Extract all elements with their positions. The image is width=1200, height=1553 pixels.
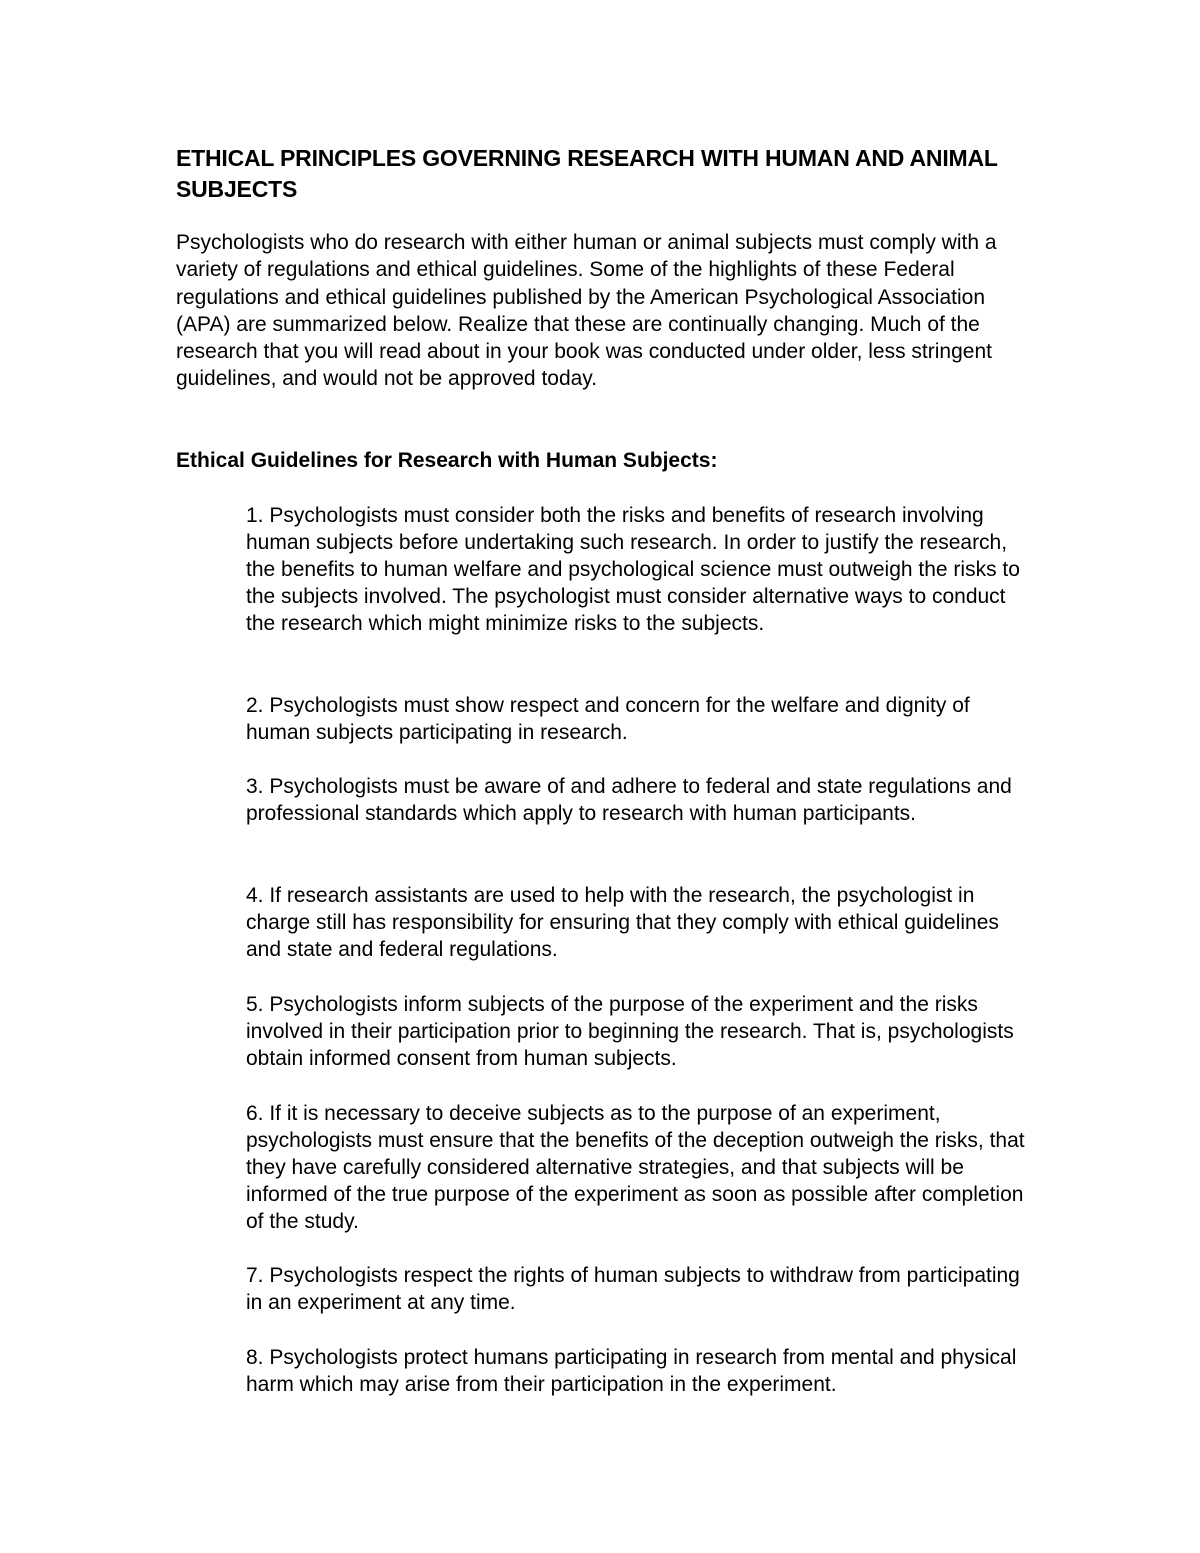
- guideline-item-7: 7. Psychologists respect the rights of human subjects to withdraw from participating in an experiment at any time.: [246, 1264, 1020, 1314]
- guideline-item-1: 1. Psychologists must consider both the risks and benefits of research involving human subjects before undertaking such research. In order to justify the research, the benefits to human welfare and psychological science must outweigh the risks to the subjects involved. The psychologist must consider alternative ways to conduct the research which might minimize risks to the subjects.: [246, 504, 1020, 635]
- guideline-item-3: 3. Psychologists must be aware of and adhere to federal and state regulations and professional standards which apply to research with human participants.: [246, 775, 1012, 825]
- guideline-item-6: 6. If it is necessary to deceive subjects as to the purpose of an experiment, psychologists must ensure that the benefits of the deception outweigh the risks, that they have carefully considered alternative strategies, and that subjects will be informed of the true purpose of the experiment as soon as possible after completion of the study.: [246, 1102, 1025, 1233]
- intro-paragraph: Psychologists who do research with either human or animal subjects must comply with a variety of regulations and ethical guidelines. Some of the highlights of these Federal regulations and ethical guidelines published by the American Psychological Association (APA) are summarized below. Realize that these are continually changing. Much of the research that you will read about in your book was conducted under older, less stringent guidelines, and would not be approved today.: [176, 231, 997, 391]
- section-heading: Ethical Guidelines for Research with Human Subjects:: [176, 449, 718, 472]
- guideline-item-4: 4. If research assistants are used to help with the research, the psychologist in charge still has responsibility for ensuring that they comply with ethical guidelines and state and federal regulations.: [246, 884, 999, 961]
- guideline-item-5: 5. Psychologists inform subjects of the purpose of the experiment and the risks involved in their participation prior to beginning the research. That is, psychologists obtain informed consent from human subjects.: [246, 993, 1014, 1070]
- document-title: ETHICAL PRINCIPLES GOVERNING RESEARCH WITH HUMAN AND ANIMAL SUBJECTS: [176, 145, 998, 202]
- guideline-item-8: 8. Psychologists protect humans participating in research from mental and physical harm which may arise from their participation in the experiment.: [246, 1346, 1017, 1396]
- guideline-item-2: 2. Psychologists must show respect and concern for the welfare and dignity of human subjects participating in research.: [246, 694, 970, 744]
